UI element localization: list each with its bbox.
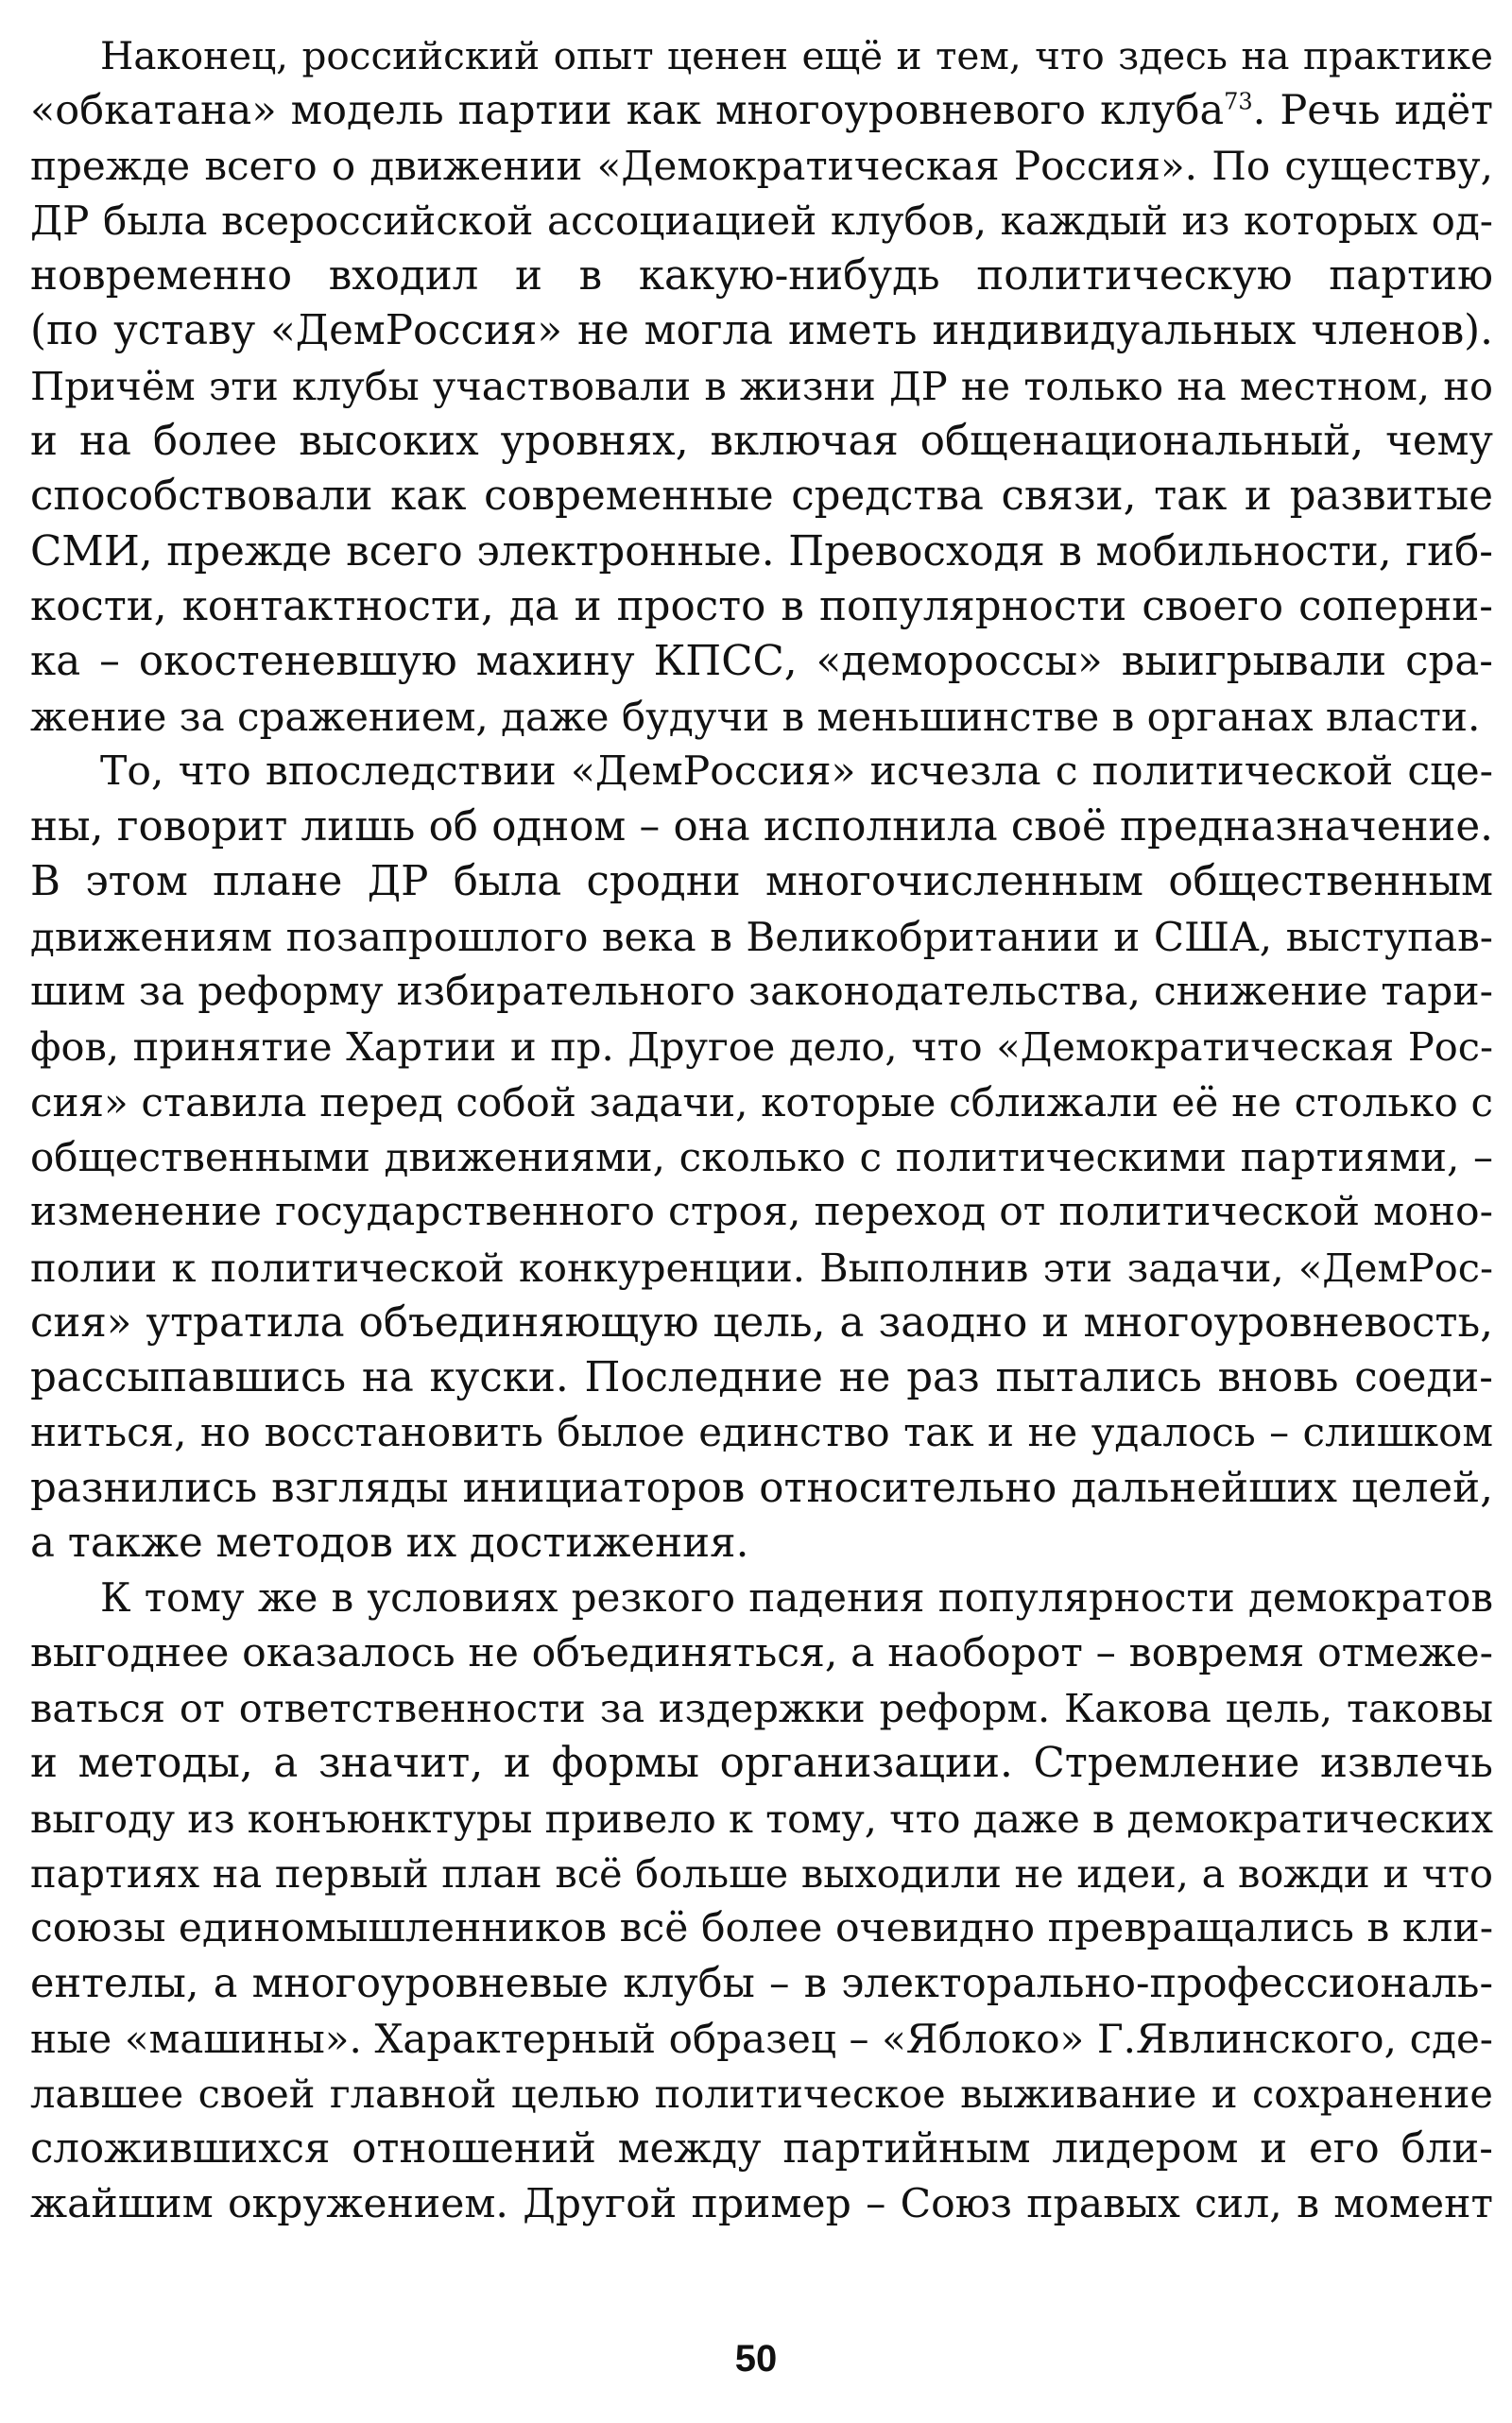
text-line	[30, 83, 1493, 138]
text-line: прежде всего о движении «Демократическая Россия». По существу,	[30, 142, 1493, 189]
text-line: К тому же в условиях резкого падения популярности демократов	[100, 1574, 1493, 1622]
text-line: То, что впоследствии «ДемРоссия» исчезла с политической сце-	[100, 748, 1493, 795]
paragraph-2	[30, 745, 1493, 1571]
text-line: движениям позапрошлого века в Великобритании и США, выступав-	[30, 913, 1493, 960]
text-line: ные «машины». Характерный образец – «Яблоко» Г.Явлинского, сде-	[30, 2015, 1493, 2062]
text-line: разнились взгляды инициаторов относительно дальнейших целей,	[30, 1464, 1493, 1512]
text-line: выгоднее оказалось не объединяться, а наоборот – вовремя отмеже-	[30, 1629, 1493, 1676]
text-line: ниться, но восстановить былое единство так и не удалось – слишком	[30, 1409, 1493, 1456]
text-line: изменение государственного строя, переход от политической моно-	[30, 1189, 1493, 1236]
text-line: способствовали как современные средства связи, так и развитые	[30, 473, 1493, 521]
text-line: фов, принятие Хартии и пр. Другое дело, что «Демократическая Рос-	[30, 1023, 1493, 1071]
paragraph-1	[30, 28, 1493, 745]
text-line: общественными движениями, сколько с политическими партиями, –	[30, 1133, 1493, 1180]
text-line: СМИ, прежде всего электронные. Превосходя в мобильности, гиб-	[30, 527, 1493, 576]
text-line: сия» утратила объединяющую цель, а заодно и многоуровневость,	[30, 1298, 1493, 1347]
text-line: жайшим окружением. Другой пример – Союз правых сил, в момент	[30, 2180, 1493, 2227]
text-line: партиях на первый план всё больше выходили не идеи, а вожди и что	[30, 1849, 1493, 1897]
text-fragment: «обкатана» модель партии как многоуровневого клуба	[30, 87, 1225, 135]
text-line: шим за реформу избирательного законодательства, снижение тари-	[30, 969, 1493, 1016]
text-line: ваться от ответственности за издержки реформ. Какова цель, таковы	[30, 1684, 1493, 1731]
text-line: кости, контактности, да и просто в популярности своего соперни-	[30, 582, 1493, 630]
text-fragment: . Речь идёт	[1252, 87, 1493, 135]
text-line: Наконец, российский опыт ценен ещё и тем, что здесь на практике	[100, 33, 1493, 78]
text-line: рассыпавшись на куски. Последние не раз пытались вновь соеди-	[30, 1354, 1493, 1402]
text-line: ка – окостеневшую махину КПСС, «демороссы» выигрывали сра-	[30, 638, 1493, 686]
paragraph-3	[30, 1571, 1493, 2232]
text-line: сия» ставила перед собой задачи, которые сближали её не столько с	[30, 1078, 1493, 1126]
page-number: 50	[734, 2338, 778, 2380]
text-line: ны, говорит лишь об одном – она исполнила своё предназначение.	[30, 803, 1493, 851]
text-line: Причём эти клубы участвовали в жизни ДР не только на местном, но	[30, 362, 1493, 409]
text-line: а также методов их достижения.	[30, 1520, 749, 1568]
text-line: и методы, а значит, и формы организации. Стремление извлечь	[30, 1740, 1493, 1788]
text-line: ДР была всероссийской ассоциацией клубов, каждый из которых од-	[30, 197, 1493, 244]
text-line: ентелы, а многоуровневые клубы – в электорально-профессиональ-	[30, 1960, 1493, 2008]
text-line: новременно входил и в какую-нибудь политическую партию	[30, 252, 1493, 301]
text-line: В этом плане ДР была сродни многочисленным общественным	[30, 858, 1493, 906]
text-line: (по уставу «ДемРоссия» не могла иметь индивидуальных членов).	[30, 307, 1493, 355]
text-line: выгоду из конъюнктуры привело к тому, что даже в демократических	[30, 1795, 1493, 1842]
text-line: сложившихся отношений между партийным лидером и его бли-	[30, 2125, 1493, 2174]
text-line: и на более высоких уровнях, включая общенациональный, чему	[30, 418, 1493, 466]
document-page	[30, 28, 1493, 2232]
text-line: союзы единомышленников всё более очевидно превращались в кли-	[30, 1905, 1494, 1952]
text-line: жение за сражением, даже будучи в меньшинстве в органах власти.	[30, 693, 1481, 740]
footnote-reference[interactable]: 73	[1224, 88, 1253, 115]
text-line: полии к политической конкуренции. Выполнив эти задачи, «ДемРос-	[30, 1244, 1493, 1291]
text-line: лавшее своей главной целью политическое выживание и сохранение	[30, 2070, 1493, 2117]
